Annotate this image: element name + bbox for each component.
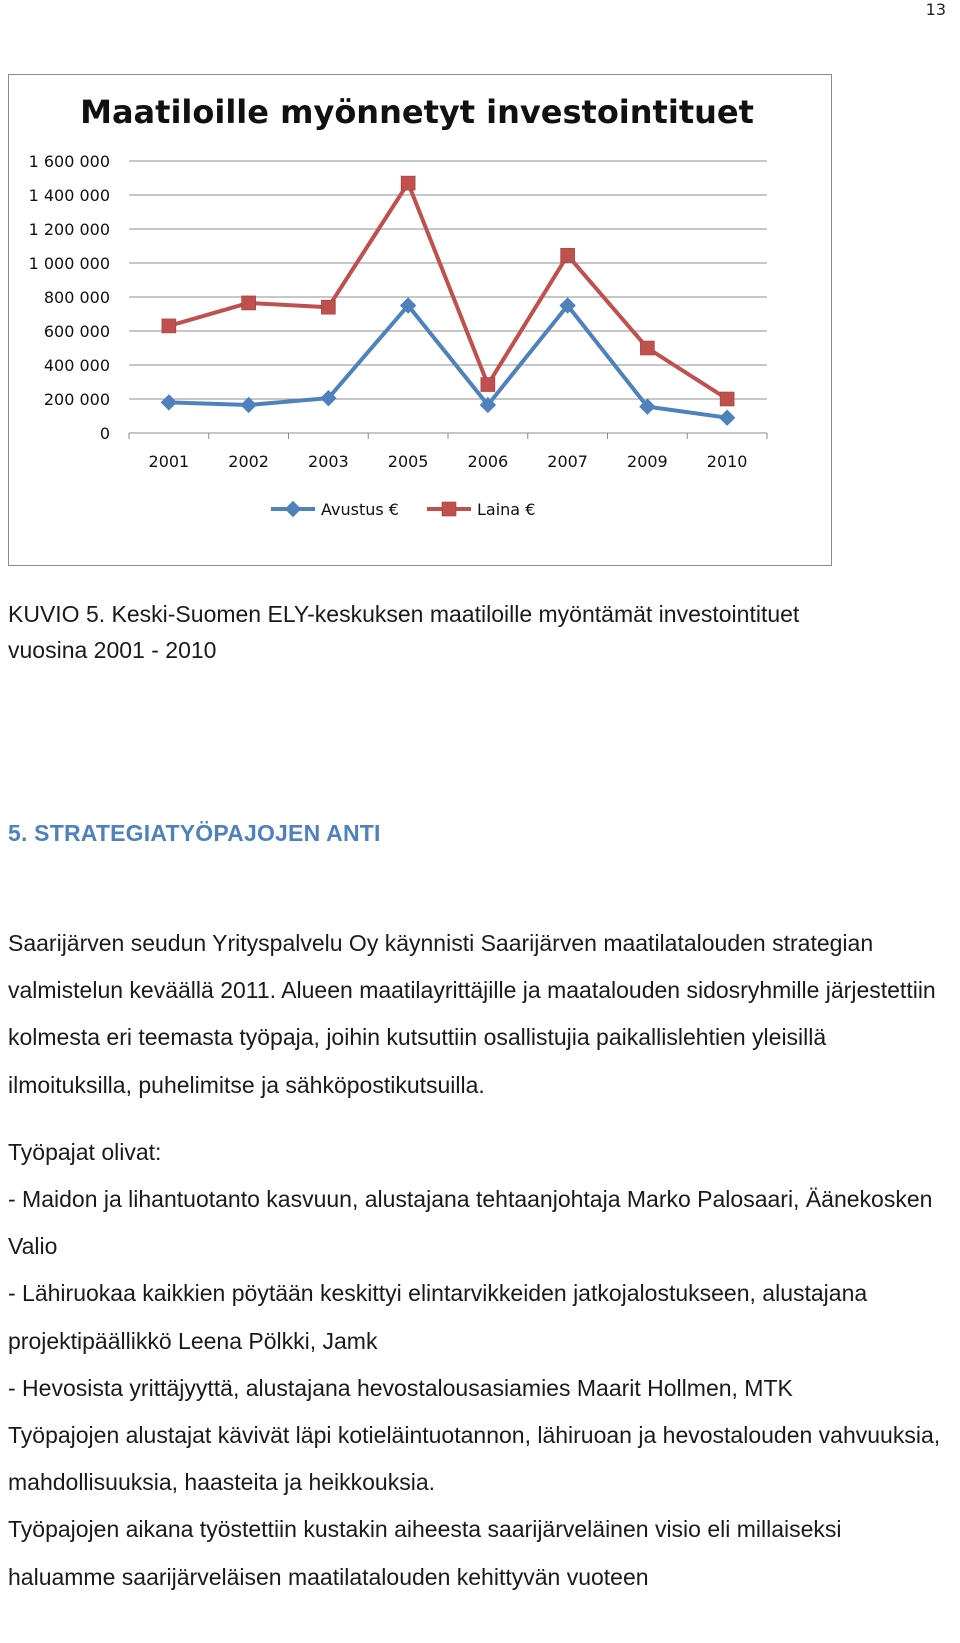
x-tick-label: 2010 [706, 452, 748, 471]
figure-caption [8, 596, 953, 668]
caption-line-2: vuosina 2001 - 2010 [8, 637, 217, 663]
y-tick-label: 1 000 000 [28, 254, 110, 273]
workshop-item-1: - Maidon ja lihantuotanto kasvuun, alustajana tehtaanjohtaja Marko Palosaari, Äänekosken Valio [8, 1186, 933, 1260]
data-point [561, 248, 575, 262]
legend-marker [286, 502, 301, 517]
data-point [720, 392, 734, 406]
x-tick-label: 2009 [627, 452, 668, 471]
legend-item-laina [427, 500, 535, 519]
workshops-intro: Työpajat olivat: [8, 1138, 162, 1165]
y-tick-label: 800 000 [43, 288, 110, 307]
chart-title: Maatiloille myönnetyt investointituet [80, 93, 754, 131]
y-tick-label: 600 000 [43, 322, 110, 341]
caption-line-1: KUVIO 5. Keski-Suomen ELY-keskuksen maatiloille myöntämät investointituet [8, 601, 800, 627]
page-number: 13 [925, 0, 946, 19]
series-avustus [161, 298, 734, 425]
legend-item-avustus [271, 500, 399, 519]
data-point [640, 341, 654, 355]
y-tick-label: 0 [99, 424, 110, 443]
data-point [481, 378, 495, 392]
paragraph-review: Työpajojen alustajat kävivät läpi kotieläintuotannon, lähiruoan ja hevostalouden vahvuuksia, mahdollisuuksia, haasteita ja heikkouksia. [8, 1422, 941, 1496]
workshop-item-2: - Lähiruokaa kaikkien pöytään keskittyi elintarvikkeiden jatkojalostukseen, alustajana projektipäällikkö Leena Pölkki, Jamk [8, 1280, 868, 1354]
data-point [161, 395, 176, 410]
line-chart [9, 75, 831, 565]
legend [271, 500, 535, 519]
legend-label: Avustus € [321, 500, 399, 519]
data-point [241, 397, 256, 412]
y-tick-label: 1 400 000 [28, 186, 110, 205]
paragraph-vision: Työpajojen aikana työstettiin kustakin aiheesta saarijärveläinen visio eli millaiseksi haluamme saarijärveläisen maatilatalouden kehittyvän vuoteen [8, 1516, 842, 1590]
body-text [8, 920, 953, 1601]
x-tick-label: 2003 [308, 452, 349, 471]
data-point [242, 296, 256, 310]
series-line [169, 183, 727, 399]
y-tick-label: 1 200 000 [28, 220, 110, 239]
x-tick-label: 2007 [547, 452, 588, 471]
y-tick-label: 400 000 [43, 356, 110, 375]
series-layer [161, 176, 734, 425]
legend-marker [442, 502, 456, 516]
data-point [162, 319, 176, 333]
paragraph-intro: Saarijärven seudun Yrityspalvelu Oy käynnisti Saarijärven maatilatalouden strategian valmistelun keväällä 2011. Alueen maatilayrittäjille ja maatalouden sidosryhmille järjestettiin kolmesta eri teemasta työpaja, joihin kutsuttiin osallistujia paikallislehtien yleisillä ilmoituksilla, puhelimitse ja sähköpostikutsuilla. [8, 930, 936, 1098]
data-point [321, 300, 335, 314]
x-tick-label: 2002 [228, 452, 269, 471]
chart-frame [8, 74, 832, 566]
x-tick-label: 2006 [467, 452, 509, 471]
series-laina [162, 176, 734, 406]
x-tick-label: 2001 [148, 452, 190, 471]
legend-label: Laina € [477, 500, 536, 519]
y-tick-label: 1 600 000 [28, 152, 110, 171]
data-point [401, 176, 415, 190]
data-point [720, 410, 735, 425]
section-heading: 5. STRATEGIATYÖPAJOJEN ANTI [8, 820, 381, 846]
x-tick-label: 2005 [387, 452, 429, 471]
workshop-item-3: - Hevosista yrittäjyyttä, alustajana hevostalousasiamies Maarit Hollmen, MTK [8, 1374, 793, 1401]
y-tick-label: 200 000 [43, 390, 110, 409]
